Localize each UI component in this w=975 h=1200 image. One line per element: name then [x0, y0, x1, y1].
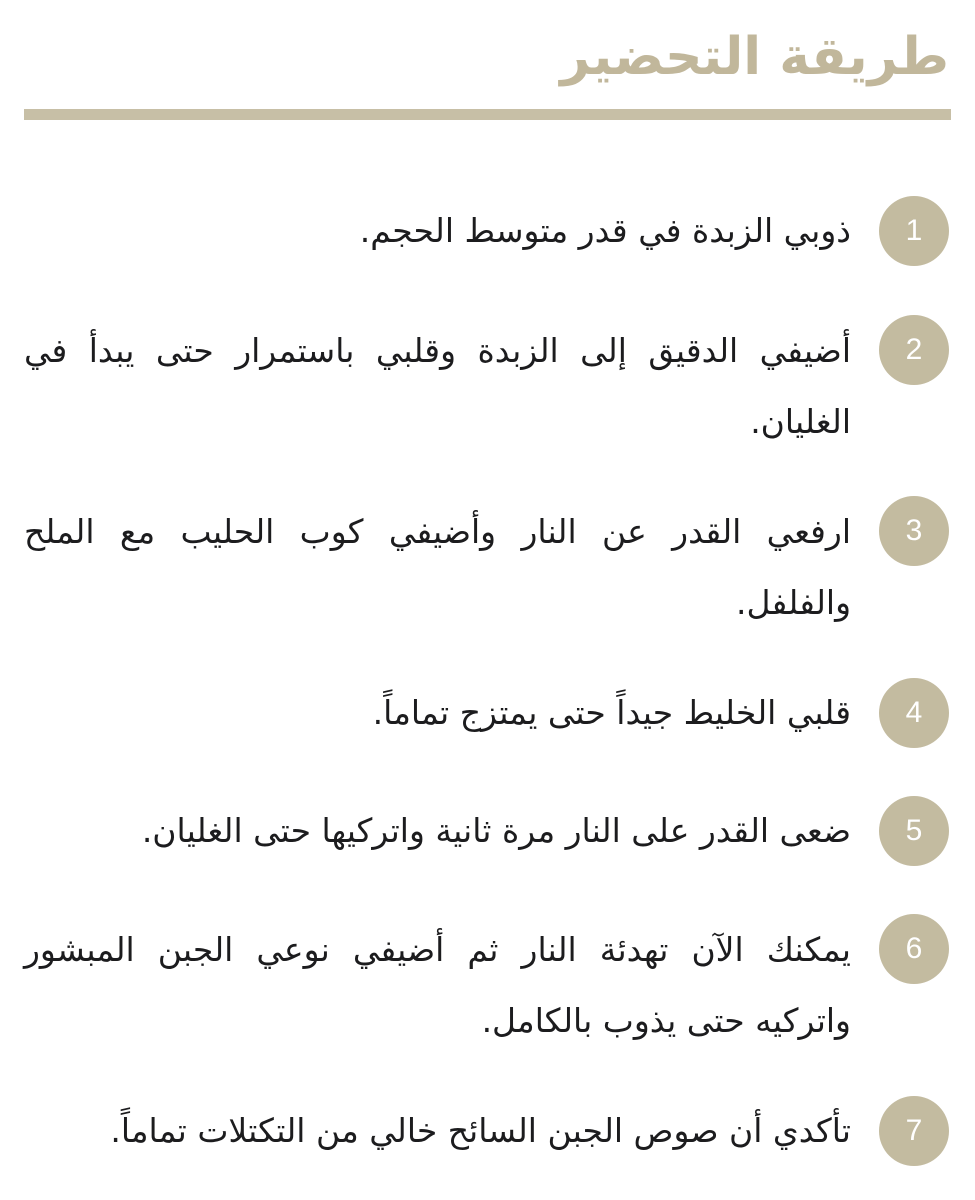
step-number-badge: 2 [879, 315, 949, 385]
step-text: تأكدي أن صوص الجبن السائح خالي من التكتلات تماماً. [110, 1111, 851, 1150]
step-number-badge: 3 [879, 496, 949, 566]
step-number-badge: 5 [879, 796, 949, 866]
step-item [24, 315, 949, 457]
step-item [24, 796, 949, 866]
step-item [24, 196, 949, 266]
step-text: يمكنك الآن تهدئة النار ثم أضيفي نوعي الجبن المبشور واتركيه حتى يذوب بالكامل. [24, 930, 851, 1040]
step-text: ارفعي القدر عن النار وأضيفي كوب الحليب مع الملح والفلفل. [24, 512, 851, 622]
step-item [24, 1096, 949, 1166]
step-number-badge: 6 [879, 914, 949, 984]
title-divider [24, 109, 951, 120]
step-text: أضيفي الدقيق إلى الزبدة وقلبي باستمرار حتى يبدأ في الغليان. [24, 331, 851, 441]
step-text: ضعى القدر على النار مرة ثانية واتركيها حتى الغليان. [141, 811, 851, 850]
step-number-badge: 4 [879, 678, 949, 748]
step-text: قلبي الخليط جيداً حتى يمتزج تماماً. [372, 693, 851, 732]
step-number-badge: 7 [879, 1096, 949, 1166]
step-number-badge: 1 [879, 196, 949, 266]
page-title: طريقة التحضير [560, 27, 949, 87]
step-text: ذوبي الزبدة في قدر متوسط الحجم. [359, 211, 851, 250]
step-item [24, 496, 949, 638]
step-item [24, 678, 949, 748]
step-item [24, 914, 949, 1056]
